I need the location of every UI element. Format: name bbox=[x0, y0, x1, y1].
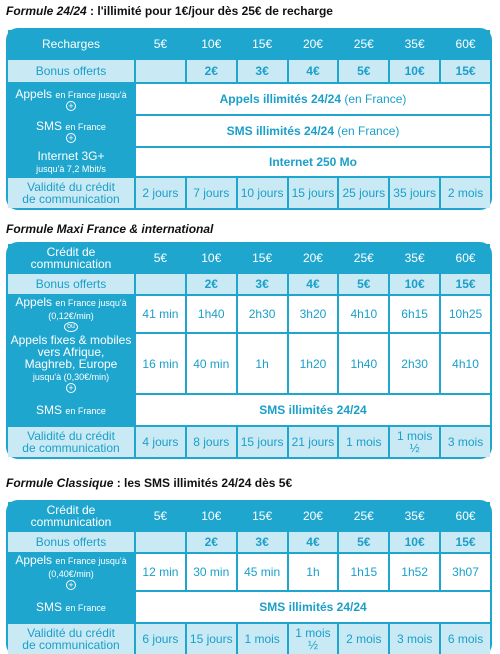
credit-label-line1: Crédit de bbox=[46, 503, 96, 517]
validity-label-line2: de communication bbox=[22, 441, 120, 455]
sms-label-cell bbox=[8, 116, 134, 146]
intl-cell: 1h40 bbox=[339, 334, 388, 393]
bonus-row bbox=[8, 274, 490, 294]
validity-cell: 15 jours bbox=[289, 178, 338, 208]
appels-row bbox=[8, 554, 490, 590]
internet-row bbox=[8, 148, 490, 176]
validity-cell: 4 jours bbox=[136, 427, 185, 457]
plus-icon: + bbox=[66, 133, 76, 143]
amount-cell: 5€ bbox=[136, 30, 185, 58]
bonus-cell: 15€ bbox=[441, 274, 490, 294]
appels-value-suffix: (en France) bbox=[341, 92, 407, 106]
appels-label-cell bbox=[8, 554, 134, 590]
internet-small-label: jusqu'à 7,2 Mbit/s bbox=[36, 163, 106, 174]
sms-value: SMS illimités 24/24 bbox=[136, 592, 490, 622]
recharges-label: Recharges bbox=[8, 30, 134, 58]
bonus-cell: 5€ bbox=[339, 274, 388, 294]
bonus-label: Bonus offerts bbox=[8, 532, 134, 552]
amount-cell: 35€ bbox=[390, 244, 439, 272]
amount-cell: 25€ bbox=[339, 30, 388, 58]
validity-cell: 3 mois bbox=[441, 427, 490, 457]
validity-cell: 1 mois bbox=[339, 427, 388, 457]
amount-cell: 25€ bbox=[339, 244, 388, 272]
sms-small-label: en France bbox=[65, 405, 106, 416]
appels-small-label: en France jusqu'à bbox=[55, 298, 127, 308]
amount-cell: 5€ bbox=[136, 244, 185, 272]
appels-cell: 6h15 bbox=[390, 296, 439, 332]
appels-value-cell bbox=[136, 84, 490, 114]
credit-label-line2: communication bbox=[30, 257, 112, 271]
amount-cell: 35€ bbox=[390, 30, 439, 58]
bonus-cell: 3€ bbox=[238, 274, 287, 294]
intl-label-cell bbox=[8, 334, 134, 393]
formula-24-24-subtitle: : l'illimité pour 1€/jour dès 25€ de recharge bbox=[86, 4, 333, 18]
amount-cell: 5€ bbox=[136, 502, 185, 530]
validity-cell: 21 jours bbox=[289, 427, 338, 457]
validity-label-cell bbox=[8, 427, 134, 457]
validity-cell: 2 mois bbox=[441, 178, 490, 208]
bonus-cell: 10€ bbox=[390, 274, 439, 294]
appels-cell: 4h10 bbox=[339, 296, 388, 332]
validity-label-line2: de communication bbox=[22, 192, 120, 206]
bonus-cell: 3€ bbox=[238, 60, 287, 82]
appels-value: Appels illimités 24/24 bbox=[219, 92, 342, 106]
sms-value: SMS illimités 24/24 bbox=[136, 395, 490, 425]
plus-icon: + bbox=[66, 580, 76, 590]
formula-24-24-table bbox=[6, 28, 492, 210]
internet-label-cell bbox=[8, 148, 134, 176]
bonus-empty-cell bbox=[136, 532, 185, 552]
validity-cell: 1 mois ½ bbox=[289, 624, 338, 654]
bonus-cell: 4€ bbox=[289, 274, 338, 294]
validity-cell: 15 jours bbox=[238, 427, 287, 457]
intl-cell: 16 min bbox=[136, 334, 185, 393]
bonus-cell: 10€ bbox=[390, 60, 439, 82]
bonus-cell: 2€ bbox=[187, 532, 236, 552]
amount-cell: 15€ bbox=[238, 244, 287, 272]
amount-cell: 60€ bbox=[441, 244, 490, 272]
amount-cell: 10€ bbox=[187, 244, 236, 272]
bonus-cell: 5€ bbox=[339, 532, 388, 552]
validity-cell: 8 jours bbox=[187, 427, 236, 457]
formula-24-24-title: Formule 24/24 bbox=[6, 4, 87, 18]
amount-cell: 15€ bbox=[238, 502, 287, 530]
appels-cell: 1h40 bbox=[187, 296, 236, 332]
validity-label-line1: Validité du crédit bbox=[27, 429, 115, 443]
internet-value: Internet 250 Mo bbox=[136, 148, 490, 176]
validity-label-line1: Validité du crédit bbox=[27, 180, 115, 194]
validity-cell: 25 jours bbox=[339, 178, 388, 208]
appels-cell: 1h52 bbox=[390, 554, 439, 590]
sms-row bbox=[8, 116, 490, 146]
validity-cell: 35 jours bbox=[390, 178, 439, 208]
validity-label-cell bbox=[8, 624, 134, 654]
formula-classique-title: Formule Classique bbox=[6, 476, 114, 490]
appels-cell: 3h07 bbox=[441, 554, 490, 590]
bonus-cell: 2€ bbox=[187, 60, 236, 82]
credit-label-cell bbox=[8, 502, 134, 530]
bonus-row bbox=[8, 60, 490, 82]
sms-label-cell bbox=[8, 395, 134, 425]
formula-maxi-table bbox=[6, 242, 492, 459]
amount-cell: 20€ bbox=[289, 30, 338, 58]
appels-label: Appels bbox=[15, 554, 53, 567]
bonus-row bbox=[8, 532, 490, 552]
appels-row bbox=[8, 84, 490, 114]
plus-icon: + bbox=[66, 383, 76, 393]
intl-label-line3: Maghreb, Europe bbox=[24, 357, 118, 371]
validity-cell: 1 mois bbox=[238, 624, 287, 654]
validity-cell: 1 mois ½ bbox=[390, 427, 439, 457]
formula-classique-subtitle: : les SMS illimités 24/24 dès 5€ bbox=[113, 476, 293, 490]
appels-rate: (0,40€/min) bbox=[48, 569, 94, 579]
bonus-empty-cell bbox=[136, 274, 185, 294]
sms-label: SMS bbox=[36, 118, 63, 133]
intl-label-line2: vers Afrique, bbox=[37, 345, 105, 359]
appels-rate: (0,12€/min) bbox=[48, 311, 94, 321]
intl-label-line1: Appels fixes & mobiles bbox=[10, 334, 132, 347]
formula-24-24-heading bbox=[6, 4, 333, 18]
amount-cell: 20€ bbox=[289, 502, 338, 530]
validity-cell: 15 jours bbox=[187, 624, 236, 654]
appels-row bbox=[8, 296, 490, 332]
validity-cell: 10 jours bbox=[238, 178, 287, 208]
appels-label: Appels bbox=[15, 86, 53, 101]
validity-cell: 3 mois bbox=[390, 624, 439, 654]
credit-label-cell bbox=[8, 244, 134, 272]
validity-cell: 2 mois bbox=[339, 624, 388, 654]
credit-row bbox=[8, 244, 490, 272]
internet-label: Internet 3G+ bbox=[37, 148, 105, 163]
intl-cell: 1h bbox=[238, 334, 287, 393]
validity-cell: 2 jours bbox=[136, 178, 185, 208]
appels-cell: 2h30 bbox=[238, 296, 287, 332]
plus-icon: + bbox=[66, 101, 76, 111]
bonus-label: Bonus offerts bbox=[8, 60, 134, 82]
sms-small-label: en France bbox=[65, 602, 106, 613]
appels-cell: 41 min bbox=[136, 296, 185, 332]
formula-maxi-heading: Formule Maxi France & international bbox=[6, 222, 214, 236]
sms-value-cell bbox=[136, 116, 490, 146]
sms-value: SMS illimités 24/24 bbox=[226, 124, 335, 138]
intl-rate: jusqu'à (0,30€/min) bbox=[32, 372, 110, 382]
formula-classique-table bbox=[6, 500, 492, 654]
sms-small-label: en France bbox=[65, 121, 106, 132]
sms-value-suffix: (en France) bbox=[334, 124, 400, 138]
appels-cell: 1h15 bbox=[339, 554, 388, 590]
intl-cell: 40 min bbox=[187, 334, 236, 393]
bonus-cell: 4€ bbox=[289, 60, 338, 82]
validity-row bbox=[8, 427, 490, 457]
amount-cell: 20€ bbox=[289, 244, 338, 272]
validity-label-cell bbox=[8, 178, 134, 208]
amount-cell: 60€ bbox=[441, 30, 490, 58]
credit-label-line1: Crédit de bbox=[46, 245, 96, 259]
bonus-cell: 2€ bbox=[187, 274, 236, 294]
appels-cell: 12 min bbox=[136, 554, 185, 590]
appels-cell: 45 min bbox=[238, 554, 287, 590]
validity-row bbox=[8, 624, 490, 654]
appels-label: Appels bbox=[15, 296, 53, 309]
bonus-cell: 15€ bbox=[441, 60, 490, 82]
intl-row bbox=[8, 334, 490, 393]
amount-cell: 10€ bbox=[187, 30, 236, 58]
ou-icon: ou bbox=[64, 322, 78, 332]
appels-label-cell bbox=[8, 296, 134, 332]
validity-row bbox=[8, 178, 490, 208]
sms-label-cell bbox=[8, 592, 134, 622]
amount-cell: 15€ bbox=[238, 30, 287, 58]
bonus-empty-cell bbox=[136, 60, 185, 82]
validity-cell: 7 jours bbox=[187, 178, 236, 208]
bonus-label: Bonus offerts bbox=[8, 274, 134, 294]
appels-cell: 10h25 bbox=[441, 296, 490, 332]
amount-cell: 35€ bbox=[390, 502, 439, 530]
appels-small-label: en France jusqu'à bbox=[55, 556, 127, 566]
validity-label-line1: Validité du crédit bbox=[27, 626, 115, 640]
bonus-cell: 5€ bbox=[339, 60, 388, 82]
credit-row bbox=[8, 502, 490, 530]
bonus-cell: 10€ bbox=[390, 532, 439, 552]
bonus-cell: 15€ bbox=[441, 532, 490, 552]
appels-cell: 1h bbox=[289, 554, 338, 590]
appels-cell: 30 min bbox=[187, 554, 236, 590]
amount-cell: 25€ bbox=[339, 502, 388, 530]
appels-small-label: en France jusqu'à bbox=[55, 89, 127, 100]
intl-cell: 4h10 bbox=[441, 334, 490, 393]
bonus-cell: 3€ bbox=[238, 532, 287, 552]
validity-cell: 6 jours bbox=[136, 624, 185, 654]
formula-classique-heading bbox=[6, 476, 292, 490]
amount-cell: 60€ bbox=[441, 502, 490, 530]
sms-row bbox=[8, 395, 490, 425]
amount-cell: 10€ bbox=[187, 502, 236, 530]
validity-cell: 6 mois bbox=[441, 624, 490, 654]
credit-label-line2: communication bbox=[30, 515, 112, 529]
bonus-cell: 4€ bbox=[289, 532, 338, 552]
intl-cell: 1h20 bbox=[289, 334, 338, 393]
sms-row bbox=[8, 592, 490, 622]
appels-cell: 3h20 bbox=[289, 296, 338, 332]
intl-cell: 2h30 bbox=[390, 334, 439, 393]
recharges-row bbox=[8, 30, 490, 58]
sms-label: SMS bbox=[36, 599, 63, 614]
sms-label: SMS bbox=[36, 402, 63, 417]
appels-label-cell bbox=[8, 84, 134, 114]
validity-label-line2: de communication bbox=[22, 638, 120, 652]
